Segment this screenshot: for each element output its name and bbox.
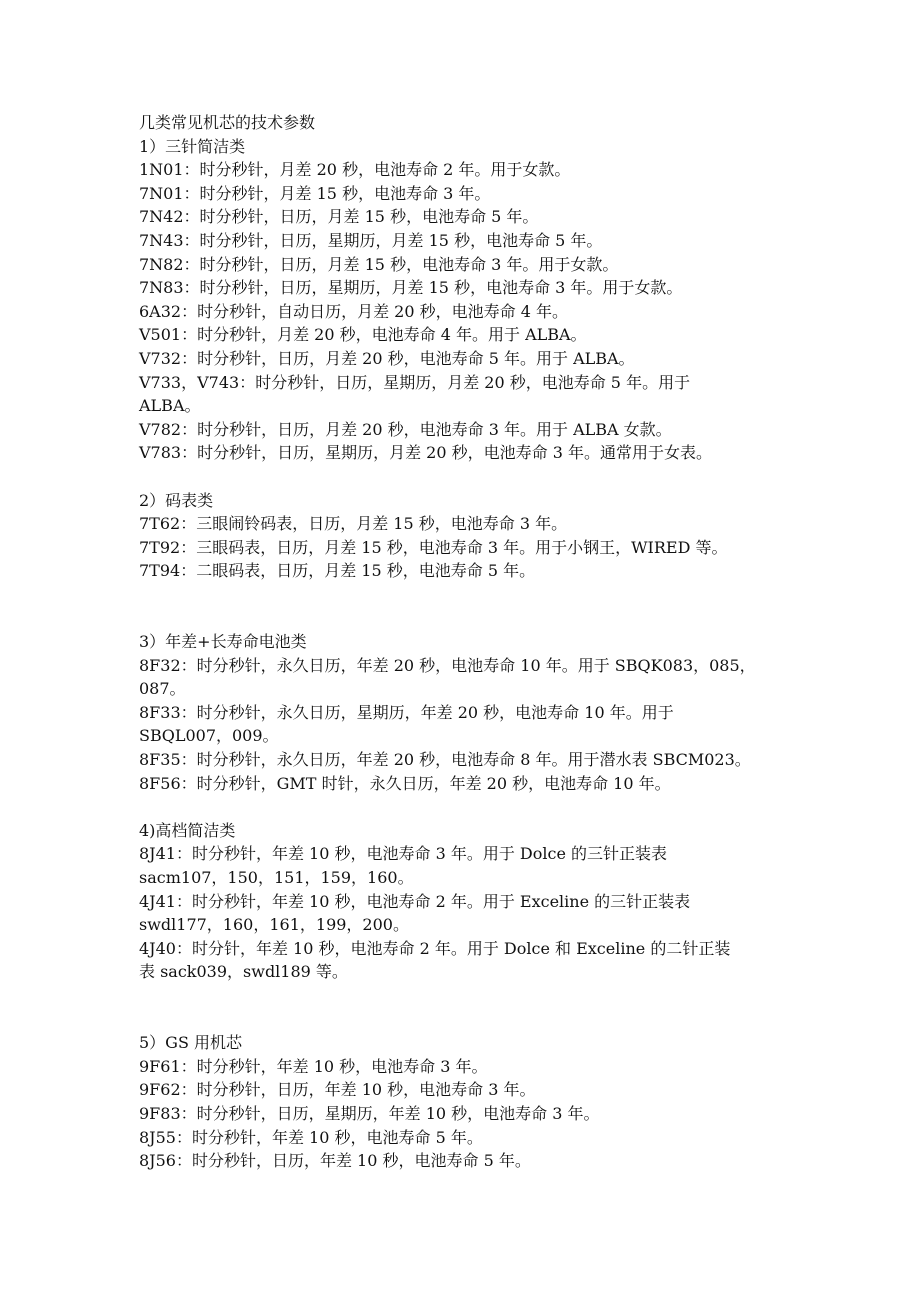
spec-line: 9F83：时分秒针，日历，星期历，年差 10 秒，电池寿命 3 年。 xyxy=(139,1103,600,1123)
spec-line: 4J40：时分针，年差 10 秒，电池寿命 2 年。用于 Dolce 和 Exceline 的二针正装 xyxy=(139,938,731,958)
spec-line-continued: ALBA。 xyxy=(139,396,201,416)
spec-line: 6A32：时分秒针，自动日历，月差 20 秒，电池寿命 4 年。 xyxy=(139,301,568,321)
spec-line: 8F33：时分秒针，永久日历，星期历，年差 20 秒，电池寿命 10 年。用于 xyxy=(139,702,674,722)
spec-line: 9F62：时分秒针，日历，年差 10 秒，电池寿命 3 年。 xyxy=(139,1080,536,1100)
spec-line: 8F56：时分秒针，GMT 时针，永久日历，年差 20 秒，电池寿命 10 年。 xyxy=(139,773,671,793)
spec-line: V733，V743：时分秒针，日历，星期历，月差 20 秒，电池寿命 5 年。用于 xyxy=(139,372,691,392)
paragraph-gap xyxy=(139,465,799,489)
spec-line: V501：时分秒针，月差 20 秒，电池寿命 4 年。用于 ALBA。 xyxy=(139,325,587,345)
spec-line: 7T62：三眼闹铃码表，日历，月差 15 秒，电池寿命 3 年。 xyxy=(139,514,568,534)
spec-line: 8F32：时分秒针，永久日历，年差 20 秒，电池寿命 10 年。用于 SBQK083，085， xyxy=(139,655,756,675)
spec-line-continued: 087。 xyxy=(139,679,186,699)
section-heading-annual-accuracy: 3）年差+长寿命电池类 xyxy=(139,632,307,652)
spec-line: 8J56：时分秒针，日历，年差 10 秒，电池寿命 5 年。 xyxy=(139,1151,531,1171)
spec-line-continued: SBQL007，009。 xyxy=(139,726,279,746)
spec-line: 7T92：三眼码表，日历，月差 15 秒，电池寿命 3 年。用于小钢王，WIRED 等。 xyxy=(139,537,728,557)
spec-line: 7N82：时分秒针，日历，月差 15 秒，电池寿命 3 年。用于女款。 xyxy=(139,254,619,274)
paragraph-gap xyxy=(139,984,799,1008)
section-heading-simple-three-hand: 1）三针简洁类 xyxy=(139,136,246,156)
section-heading-gs-movements: 5）GS 用机芯 xyxy=(139,1033,243,1053)
paragraph-gap xyxy=(139,1008,799,1032)
spec-line: V782：时分秒针，日历，月差 20 秒，电池寿命 3 年。用于 ALBA 女款。 xyxy=(139,419,672,439)
spec-line-continued: sacm107，150，151，159，160。 xyxy=(139,868,414,887)
section-heading-chronograph: 2）码表类 xyxy=(139,490,214,510)
spec-line: 7N42：时分秒针，日历，月差 15 秒，电池寿命 5 年。 xyxy=(139,207,539,227)
spec-line: 7N83：时分秒针，日历，星期历，月差 15 秒，电池寿命 3 年。用于女款。 xyxy=(139,278,683,298)
page-title: 几类常见机芯的技术参数 xyxy=(139,113,316,132)
spec-line: 4J41：时分秒针，年差 10 秒，电池寿命 2 年。用于 Exceline 的三针正装表 xyxy=(139,891,691,911)
document-body xyxy=(139,111,799,1173)
spec-line: 1N01：时分秒针，月差 20 秒，电池寿命 2 年。用于女款。 xyxy=(139,160,571,180)
spec-line: 8F35：时分秒针，永久日历，年差 20 秒，电池寿命 8 年。用于潜水表 SBCM023。 xyxy=(139,750,751,770)
paragraph-gap xyxy=(139,795,799,819)
spec-line-continued: swdl177，160，161，199，200。 xyxy=(139,915,409,935)
spec-line: V783：时分秒针，日历，星期历，月差 20 秒，电池寿命 3 年。通常用于女表。 xyxy=(139,443,712,463)
spec-line-continued: 表 sack039，swdl189 等。 xyxy=(139,962,348,982)
spec-line: 7N43：时分秒针，日历，星期历，月差 15 秒，电池寿命 5 年。 xyxy=(139,230,603,250)
section-heading-high-end-simple: 4)高档简洁类 xyxy=(139,820,236,840)
paragraph-gap xyxy=(139,606,799,630)
spec-line: 8J55：时分秒针，年差 10 秒，电池寿命 5 年。 xyxy=(139,1127,483,1147)
spec-line: 7N01：时分秒针，月差 15 秒，电池寿命 3 年。 xyxy=(139,183,491,203)
spec-line: 7T94：二眼码表，日历，月差 15 秒，电池寿命 5 年。 xyxy=(139,561,536,581)
spec-line: V732：时分秒针，日历，月差 20 秒，电池寿命 5 年。用于 ALBA。 xyxy=(139,348,635,368)
spec-line: 8J41：时分秒针，年差 10 秒，电池寿命 3 年。用于 Dolce 的三针正装表 xyxy=(139,844,668,864)
spec-line: 9F61：时分秒针，年差 10 秒，电池寿命 3 年。 xyxy=(139,1056,488,1076)
paragraph-gap xyxy=(139,583,799,607)
